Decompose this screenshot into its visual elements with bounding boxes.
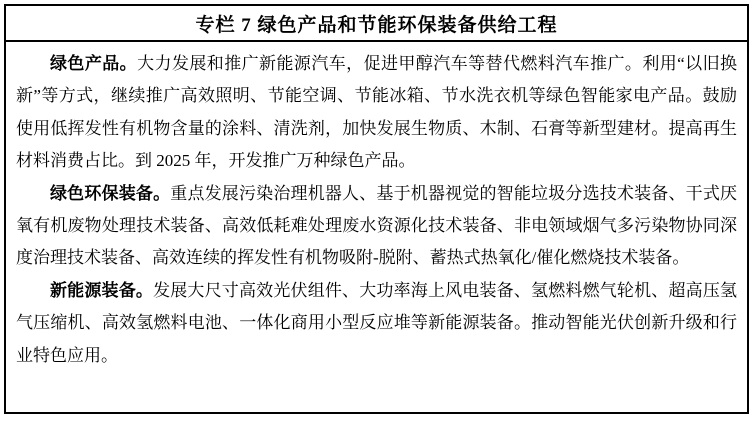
paragraph-green-products	[16, 48, 737, 178]
panel-body	[6, 42, 747, 380]
paragraph-new-energy-equipment-text: 发展大尺寸高效光伏组件、大功率海上风电装备、氢燃料燃气轮机、超高压氢气压缩机、高效氢燃料电池、一体化商用小型反应堆等新能源装备。推动智能光伏创新升级和行业特色应用。	[16, 280, 737, 365]
paragraph-new-energy-equipment-lead: 新能源装备。	[50, 280, 154, 300]
paragraph-green-environment-equipment-text: 重点发展污染治理机器人、基于机器视觉的智能垃圾分选技术装备、干式厌氧有机废物处理技术装备、高效低耗难处理废水资源化技术装备、非电领域烟气多污染物协同深度治理技术装备、高效连续的挥发性有机物吸附-脱附、蓄热式热氧化/催化燃烧技术装备。	[16, 183, 738, 268]
paragraph-green-products-text: 大力发展和推广新能源汽车，促进甲醇汽车等替代燃料汽车推广。利用“以旧换新”等方式，继续推广高效照明、节能空调、节能冰箱、节水洗衣机等绿色智能家电产品。鼓励使用低挥发性有机物含量的涂料、清洗剂，加快发展生物质、木制、石膏等新型建材。提高再生材料消费占比。到 2025 年，开发推广万种绿色产品。	[16, 54, 737, 171]
paragraph-new-energy-equipment	[16, 275, 737, 372]
paragraph-green-environment-equipment	[16, 178, 737, 275]
paragraph-green-environment-equipment-lead: 绿色环保装备。	[50, 183, 171, 203]
paragraph-green-products-lead: 绿色产品。	[50, 54, 138, 73]
panel-title: 专栏 7 绿色产品和节能环保装备供给工程	[195, 14, 558, 36]
panel-title-row	[6, 6, 747, 42]
column-box-panel	[4, 4, 749, 414]
